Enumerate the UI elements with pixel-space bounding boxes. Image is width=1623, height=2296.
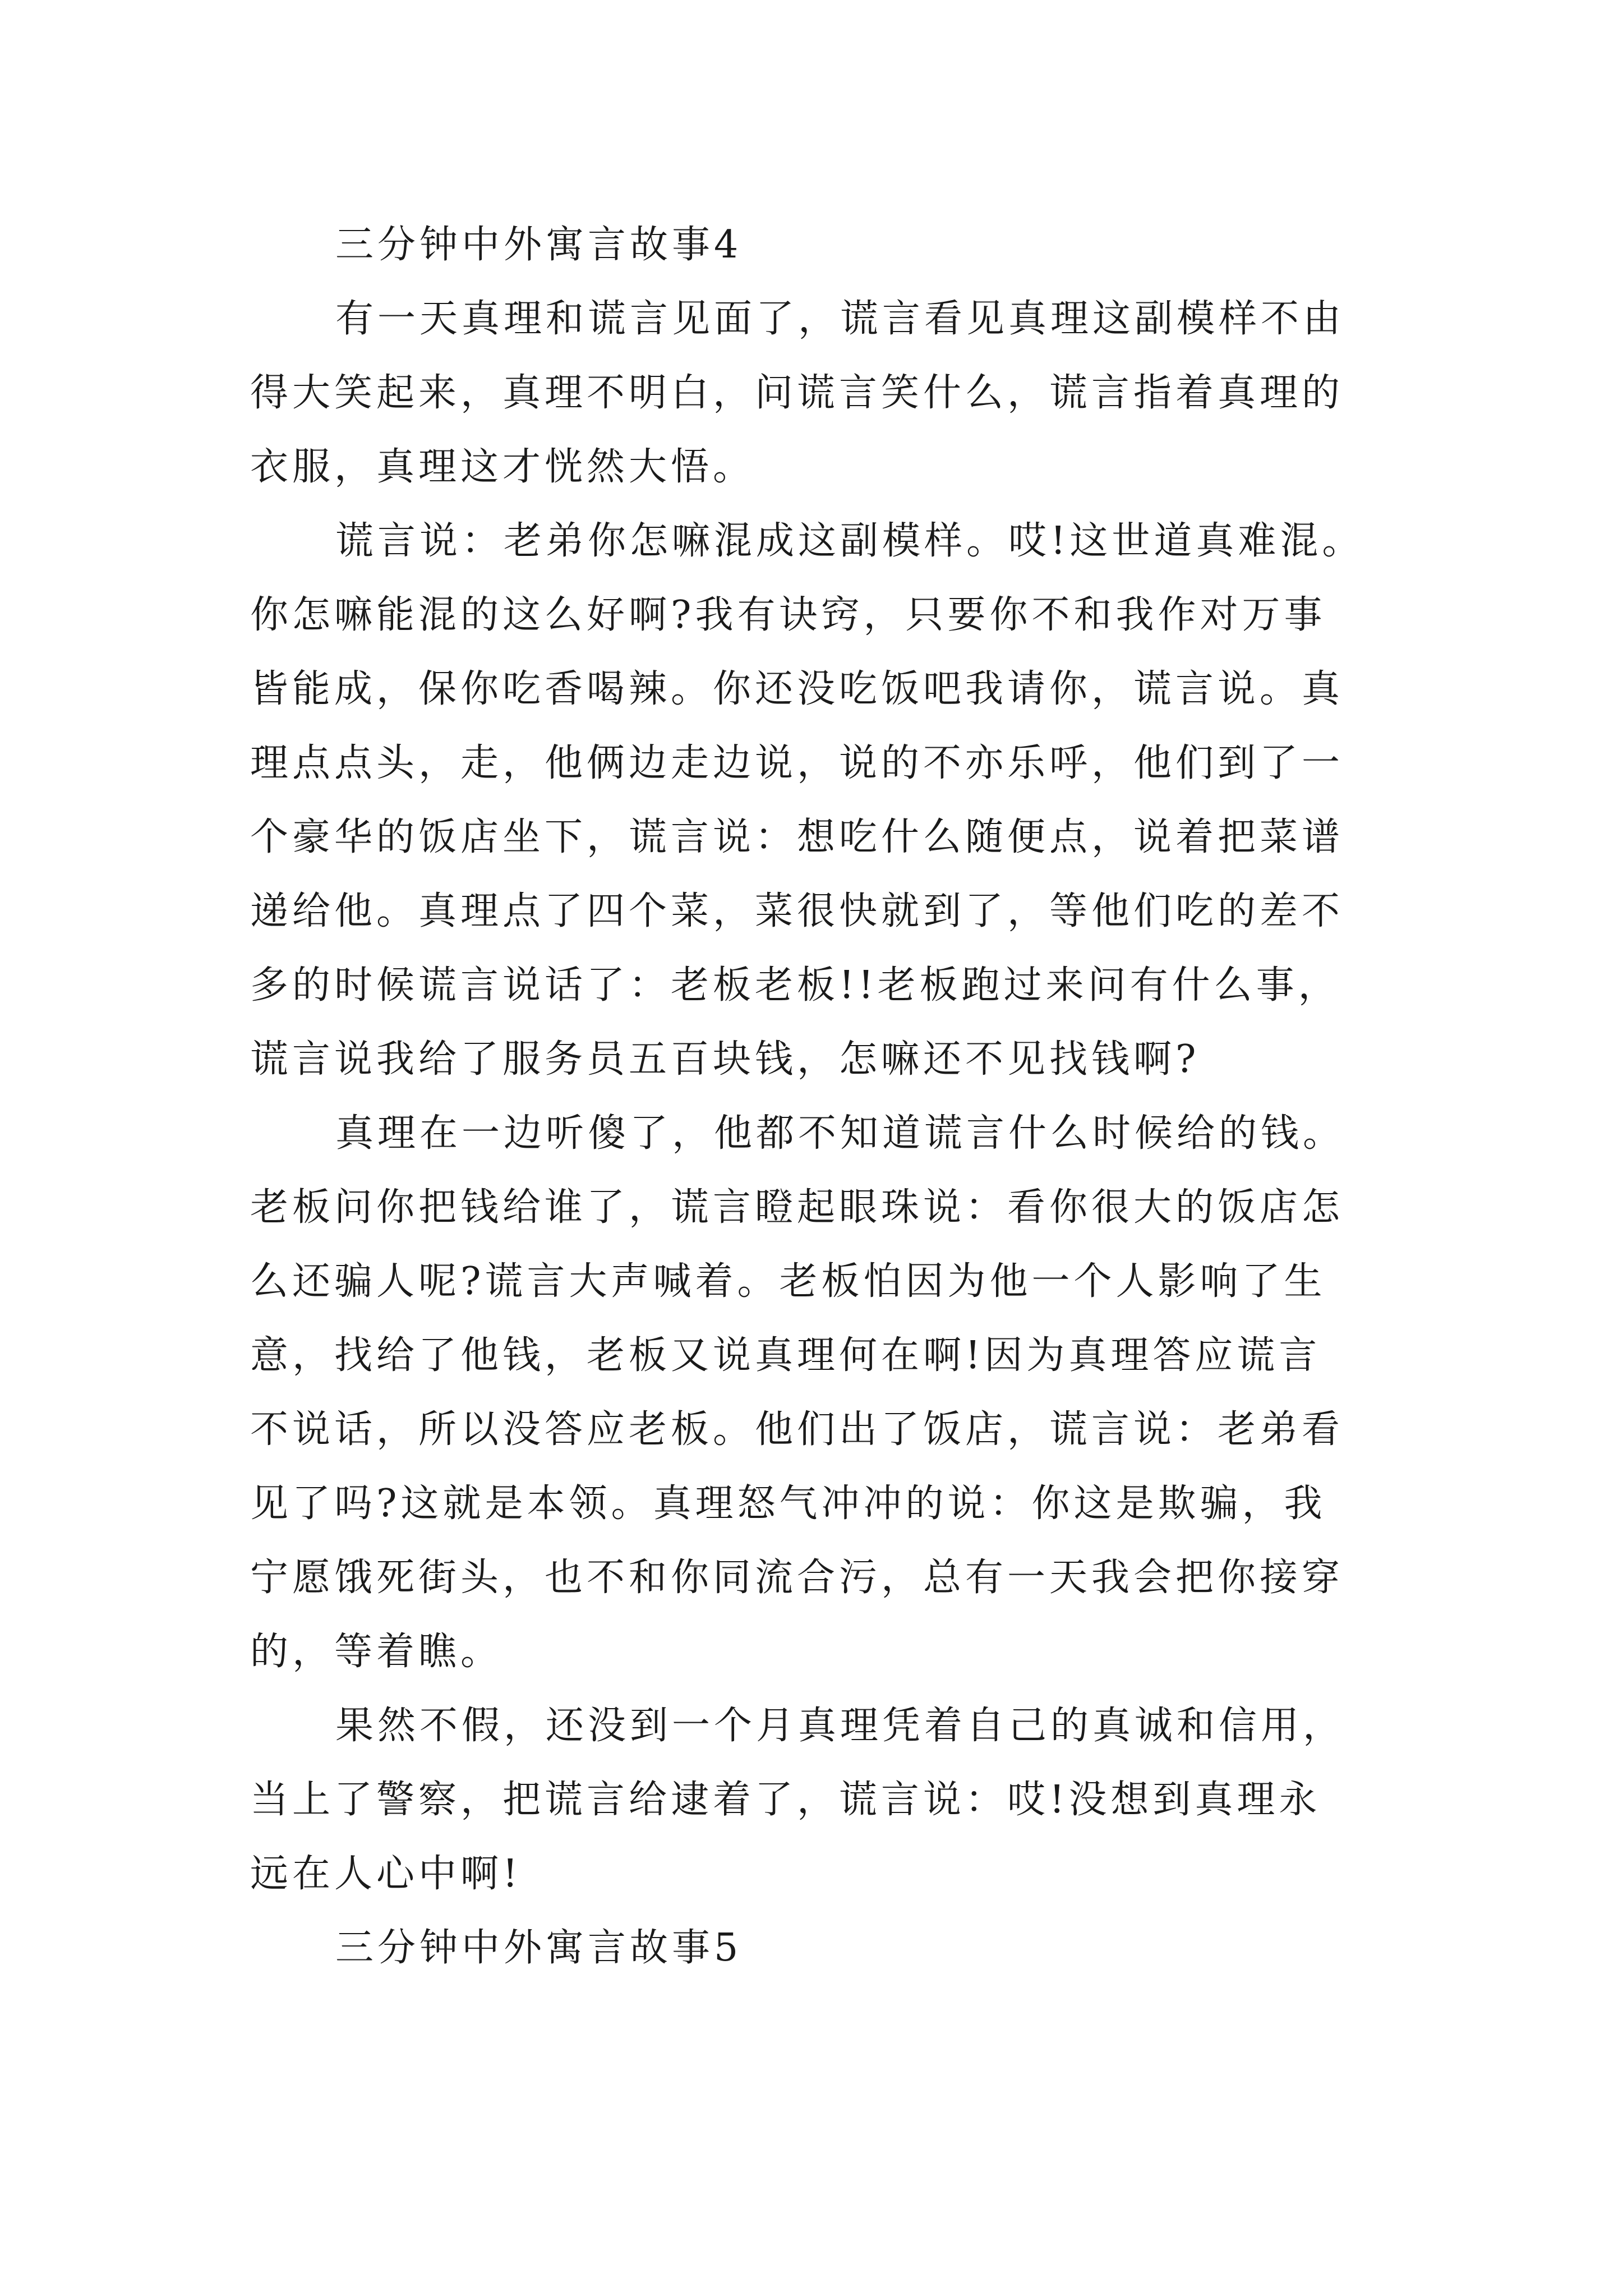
paragraph-line: 理点点头，走，他俩边走边说，说的不亦乐呼，他们到了一 xyxy=(250,741,1344,785)
paragraph-line: 得大笑起来，真理不明白，问谎言笑什么，谎言指着真理的 xyxy=(250,371,1344,415)
paragraph-line: 个豪华的饭店坐下，谎言说：想吃什么随便点，说着把菜谱 xyxy=(250,815,1344,859)
paragraph-line: 么还骗人呢?谎言大声喊着。老板怕因为他一个人影响了生 xyxy=(250,1259,1326,1304)
paragraph-line: 宁愿饿死街头，也不和你同流合污，总有一天我会把你接穿 xyxy=(250,1556,1344,1600)
paragraph-line: 当上了警察，把谎言给逮着了，谎言说：哎!没想到真理永 xyxy=(250,1778,1321,1822)
paragraph-line: 远在人心中啊! xyxy=(250,1852,522,1896)
paragraph-line: 谎言说：老弟你怎嘛混成这副模样。哎!这世道真难混。 xyxy=(335,519,1364,563)
paragraph-line: 意，找给了他钱，老板又说真理何在啊!因为真理答应谎言 xyxy=(250,1333,1321,1378)
paragraph-line: 衣服，真理这才恍然大悟。 xyxy=(250,445,755,489)
paragraph-line: 的，等着瞧。 xyxy=(250,1630,503,1674)
paragraph-line: 不说话，所以没答应老板。他们出了饭店，谎言说：老弟看 xyxy=(250,1407,1344,1452)
paragraph-line: 递给他。真理点了四个菜，菜很快就到了，等他们吃的差不 xyxy=(250,889,1344,933)
paragraph-line: 老板问你把钱给谁了，谎言瞪起眼珠说：看你很大的饭店怎 xyxy=(250,1185,1344,1230)
paragraph-line: 真理在一边听傻了，他都不知道谎言什么时候给的钱。 xyxy=(335,1111,1345,1156)
section-heading-5: 三分钟中外寓言故事5 xyxy=(335,1926,743,1970)
paragraph-line: 你怎嘛能混的这么好啊?我有诀窍，只要你不和我作对万事 xyxy=(250,593,1326,637)
paragraph-line: 果然不假，还没到一个月真理凭着自己的真诚和信用， xyxy=(335,1704,1345,1748)
paragraph-line: 多的时候谎言说话了：老板老板!!老板跑过来问有什么事， xyxy=(250,963,1340,1007)
paragraph-line: 见了吗?这就是本领。真理怒气冲冲的说：你这是欺骗，我 xyxy=(250,1481,1326,1526)
paragraph-line: 皆能成，保你吃香喝辣。你还没吃饭吧我请你，谎言说。真 xyxy=(250,667,1344,711)
section-heading-4: 三分钟中外寓言故事4 xyxy=(335,223,743,267)
paragraph-line: 谎言说我给了服务员五百块钱，怎嘛还不见找钱啊? xyxy=(250,1037,1200,1082)
paragraph-line: 有一天真理和谎言见面了，谎言看见真理这副模样不由 xyxy=(335,297,1345,341)
